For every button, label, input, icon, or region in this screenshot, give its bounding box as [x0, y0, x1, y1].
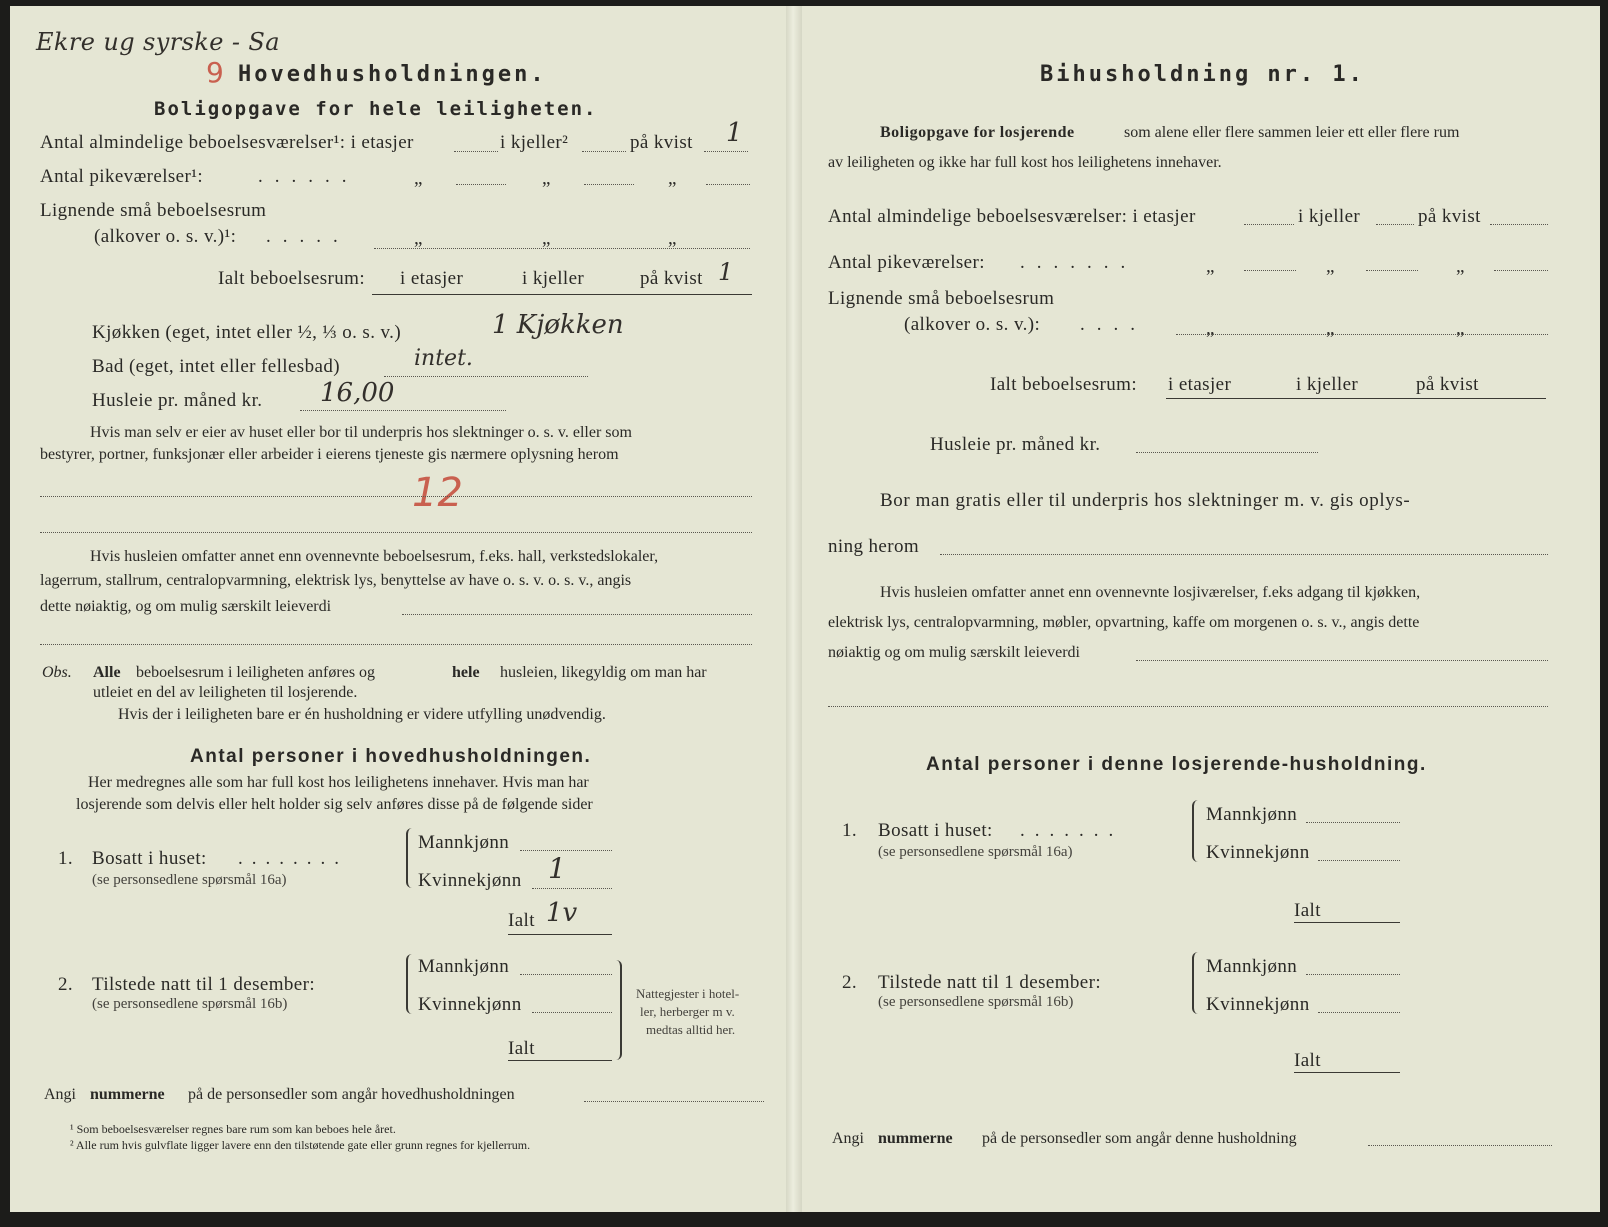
r-q2-number: 2.	[842, 972, 858, 993]
husleie-label: Husleie pr. måned kr.	[92, 390, 263, 411]
ditto-mark: „	[1326, 318, 1335, 339]
q1-label: Bosatt i huset:	[92, 848, 207, 869]
kvist-label: på kvist	[630, 132, 693, 153]
q1-number: 1.	[58, 848, 74, 869]
pike-kvist-field[interactable]	[706, 184, 750, 185]
angi-nummerne: nummerne	[90, 1086, 165, 1103]
ditto-mark: „	[1206, 256, 1215, 277]
r-alkover-field[interactable]	[1176, 334, 1548, 335]
obs-alle: Alle	[93, 664, 121, 681]
q2-ialt-rule	[508, 1060, 612, 1061]
lignende-label: Lignende små beboelsesrum	[40, 200, 267, 221]
personer-text: Her medregnes alle som har full kost hos leilighetens innehaver. Hvis man har	[88, 774, 589, 791]
ditto-mark: „	[542, 228, 551, 249]
kvist-value: 1	[726, 118, 743, 148]
q2-label: Tilstede natt til 1 desember:	[92, 974, 316, 995]
r-kjeller-label: i kjeller	[1298, 206, 1361, 227]
personer-title: Antal personer i hovedhusholdningen.	[190, 746, 592, 767]
leader-dots: ....	[1080, 314, 1147, 335]
q2-kvinne-field[interactable]	[532, 1012, 612, 1013]
pike-label: Antal pikeværelser¹:	[40, 166, 204, 187]
r-q1-ialt-rule	[1294, 922, 1400, 923]
r-ialt-kvist: på kvist	[1416, 374, 1479, 395]
r-personer-title: Antal personer i denne losjerende-husholdning.	[926, 754, 1427, 775]
eier-text: bestyrer, portner, funksjonær eller arbeider i eierens tjeneste gis nærmere oplysning herom	[40, 446, 619, 463]
r-q1-label: Bosatt i huset:	[878, 820, 993, 841]
q2-sub: (se personsedlene spørsmål 16b)	[92, 996, 288, 1012]
q2-ialt-label: Ialt	[508, 1038, 535, 1059]
handwritten-note: Ekre ug syrske - Sa	[36, 28, 280, 56]
ialt-label: Ialt beboelsesrum:	[218, 268, 366, 289]
intro-bold: Boligopgave for losjerende	[880, 124, 1075, 141]
nattegjester-note: medtas alltid her.	[646, 1022, 736, 1037]
r-gratis-text: ning herom	[828, 536, 920, 557]
obs-text: husleien, likegyldig om man har	[500, 664, 707, 681]
nattegjester-note: ler, herberger m v.	[640, 1004, 735, 1019]
ditto-mark: „	[1326, 256, 1335, 277]
obs-text: utleiet en del av leiligheten til losjerende.	[93, 684, 358, 701]
q1-ialt-value: 1v	[546, 898, 578, 928]
r-q2-label: Tilstede natt til 1 desember:	[878, 972, 1102, 993]
eier-text: Hvis man selv er eier av huset eller bor til underpris hos slektninger o. s. v. eller som	[90, 424, 632, 441]
red-page-number: 9	[206, 56, 224, 89]
r-kvist-field[interactable]	[1490, 224, 1548, 225]
r-lignende-label: Lignende små beboelsesrum	[828, 288, 1055, 309]
intro-text: av leiligheten og ikke har full kost hos leilighetens innehaver.	[828, 154, 1222, 171]
leader-dots: .....	[266, 226, 350, 247]
red-note: 12	[412, 470, 463, 516]
obs-text: beboelsesrum i leiligheten anføres og	[136, 664, 376, 681]
leader-dots: .......	[1020, 252, 1138, 273]
r-pike-etasjer-field[interactable]	[1244, 270, 1296, 271]
r-q1-kvinne-field[interactable]	[1318, 860, 1400, 861]
ditto-mark: „	[668, 228, 677, 249]
ditto-mark: „	[414, 168, 423, 189]
q2-number: 2.	[58, 974, 74, 995]
r-angi-nummerne: nummerne	[878, 1130, 953, 1147]
husleie-field[interactable]	[300, 410, 506, 411]
ialt-etasjer-label: i etasjer	[400, 268, 464, 289]
ialt-kvist-value: 1	[718, 258, 734, 286]
leieverdi-field-2[interactable]	[40, 644, 752, 645]
q1-kvinne-label: Kvinnekjønn	[418, 870, 522, 891]
r-pike-kvist-field[interactable]	[1494, 270, 1548, 271]
omfatter-text: dette nøiaktig, og om mulig særskilt leieverdi	[40, 598, 332, 615]
leader-dots: ........	[238, 848, 348, 869]
q1-kvinne-value: 1	[548, 852, 566, 885]
ditto-mark: „	[1456, 256, 1465, 277]
r-kvist-label: på kvist	[1418, 206, 1481, 227]
rooms-label: Antal almindelige beboelsesværelser¹: i etasjer	[40, 132, 414, 153]
r-q1-brace	[1192, 800, 1202, 862]
husleie-value: 16,00	[320, 378, 395, 408]
q1-sub: (se personsedlene spørsmål 16a)	[92, 872, 287, 888]
r-q1-sub: (se personsedlene spørsmål 16a)	[878, 844, 1073, 860]
alkover-field[interactable]	[374, 248, 750, 249]
natt-brace	[612, 960, 622, 1060]
r-gratis-field[interactable]	[940, 554, 1548, 555]
kjeller-field[interactable]	[582, 151, 626, 152]
r-ialt-rule	[1166, 398, 1546, 399]
obs-label: Obs.	[42, 664, 72, 681]
angi-label: Angi	[44, 1086, 76, 1103]
kjeller-label: i kjeller²	[500, 132, 569, 153]
r-q1-number: 1.	[842, 820, 858, 841]
left-title: Hovedhusholdningen.	[238, 62, 547, 87]
q1-ialt-rule	[508, 934, 612, 935]
ditto-mark: „	[414, 228, 423, 249]
r-q2-ialt-label: Ialt	[1294, 1050, 1321, 1071]
r-q1-kvinne-label: Kvinnekjønn	[1206, 842, 1310, 863]
pike-etasjer-field[interactable]	[456, 184, 506, 185]
page-fold	[786, 6, 802, 1212]
r-ialt-etasjer: i etasjer	[1168, 374, 1232, 395]
ditto-mark: „	[542, 168, 551, 189]
q2-brace	[406, 954, 416, 1014]
alkover-label: (alkover o. s. v.)¹:	[94, 226, 237, 247]
r-rooms-label: Antal almindelige beboelsesværelser: i etasjer	[828, 206, 1196, 227]
pike-kjeller-field[interactable]	[584, 184, 634, 185]
r-alkover-label: (alkover o. s. v.):	[904, 314, 1041, 335]
q2-mann-label: Mannkjønn	[418, 956, 510, 977]
r-ialt-kjeller: i kjeller	[1296, 374, 1359, 395]
angi-field[interactable]	[584, 1101, 764, 1102]
r-q1-ialt-label: Ialt	[1294, 900, 1321, 921]
q2-kvinne-label: Kvinnekjønn	[418, 994, 522, 1015]
r-q2-mann-field[interactable]	[1306, 974, 1400, 975]
leieverdi-field[interactable]	[402, 614, 752, 615]
ditto-mark: „	[1456, 318, 1465, 339]
r-q2-mann-label: Mannkjønn	[1206, 956, 1298, 977]
kvist-field[interactable]	[704, 151, 748, 152]
r-q2-ialt-rule	[1294, 1072, 1400, 1073]
r-q2-kvinne-field[interactable]	[1318, 1012, 1400, 1013]
ialt-rule	[372, 294, 752, 295]
r-q1-mann-label: Mannkjønn	[1206, 804, 1298, 825]
ialt-kjeller-label: i kjeller	[522, 268, 585, 289]
r-ialt-label: Ialt beboelsesrum:	[990, 374, 1138, 395]
r-omfatter-text: nøiaktig og om mulig særskilt leieverdi	[828, 644, 1080, 661]
r-pike-label: Antal pikeværelser:	[828, 252, 985, 273]
r-leieverdi-field[interactable]	[1136, 660, 1548, 661]
q1-brace	[406, 828, 416, 888]
r-angi-field[interactable]	[1368, 1145, 1552, 1146]
r-gratis-text: Bor man gratis eller til underpris hos slektninger m. v. gis oplys-	[880, 490, 1411, 511]
r-q2-brace	[1192, 952, 1202, 1014]
obs-hele: hele	[452, 664, 480, 681]
angi-text: på de personsedler som angår hovedhusholdningen	[188, 1086, 515, 1103]
r-angi-label: Angi	[832, 1130, 864, 1147]
ditto-mark: „	[668, 168, 677, 189]
ialt-kvist-label: på kvist	[640, 268, 703, 289]
obs-text: Hvis der i leiligheten bare er én husholdning er videre utfylling unødvendig.	[118, 706, 606, 723]
r-angi-text: på de personsedler som angår denne husholdning	[982, 1130, 1297, 1147]
left-subtitle: Boligopgave for hele leiligheten.	[154, 98, 598, 120]
leader-dots: .......	[1020, 820, 1124, 841]
r-omfatter-text: elektrisk lys, centralopvarmning, møbler, opvartning, kaffe om morgenen o. s. v., angis dette	[828, 614, 1420, 631]
r-q2-sub: (se personsedlene spørsmål 16b)	[878, 994, 1074, 1010]
etasjer-field[interactable]	[454, 151, 498, 152]
r-omfatter-text: Hvis husleien omfatter annet enn ovennevnte losjiværelser, f.eks adgang til kjøkken,	[880, 584, 1421, 601]
nattegjester-note: Nattegjester i hotel-	[636, 986, 740, 1001]
q2-mann-field[interactable]	[520, 974, 612, 975]
r-kjeller-field[interactable]	[1376, 224, 1414, 225]
eier-field[interactable]	[40, 496, 752, 497]
r-husleie-field[interactable]	[1136, 452, 1318, 453]
bad-value: intet.	[414, 346, 473, 371]
q1-ialt-label: Ialt	[508, 910, 535, 931]
omfatter-text: lagerrum, stallrum, centralopvarmning, elektrisk lys, benyttelse av have o. s. v. o. s. v., angis	[40, 572, 632, 589]
bad-field[interactable]	[384, 376, 588, 377]
personer-text: losjerende som delvis eller helt holder sig selv anføres disse på de følgende sider	[76, 796, 593, 813]
eier-field-2[interactable]	[40, 532, 752, 533]
r-q1-mann-field[interactable]	[1306, 822, 1400, 823]
q1-mann-field[interactable]	[520, 850, 612, 851]
r-husleie-label: Husleie pr. måned kr.	[930, 434, 1101, 455]
omfatter-text: Hvis husleien omfatter annet enn ovennevnte beboelsesrum, f.eks. hall, verkstedslokaler,	[90, 548, 659, 565]
q1-kvinne-field[interactable]	[532, 888, 612, 889]
r-pike-kjeller-field[interactable]	[1366, 270, 1418, 271]
footnote-1: ¹ Som beboelsesværelser regnes bare rum som kan beboes hele året.	[70, 1122, 396, 1136]
r-q2-kvinne-label: Kvinnekjønn	[1206, 994, 1310, 1015]
kjokken-value: 1 Kjøkken	[492, 310, 624, 340]
r-leieverdi-field-2[interactable]	[828, 706, 1548, 707]
leader-dots: ......	[258, 166, 359, 187]
q1-mann-label: Mannkjønn	[418, 832, 510, 853]
right-title: Bihusholdning nr. 1.	[1040, 62, 1365, 87]
r-etasjer-field[interactable]	[1244, 224, 1294, 225]
ditto-mark: „	[1206, 318, 1215, 339]
kjokken-label: Kjøkken (eget, intet eller ½, ⅓ o. s. v.)	[92, 322, 402, 343]
intro-text: som alene eller flere sammen leier ett eller flere rum	[1124, 124, 1460, 141]
bad-label: Bad (eget, intet eller fellesbad)	[92, 356, 340, 377]
footnote-2: ² Alle rum hvis gulvflate ligger lavere enn den tilstøtende gate eller grunn regnes for kjellerrum.	[70, 1138, 531, 1152]
